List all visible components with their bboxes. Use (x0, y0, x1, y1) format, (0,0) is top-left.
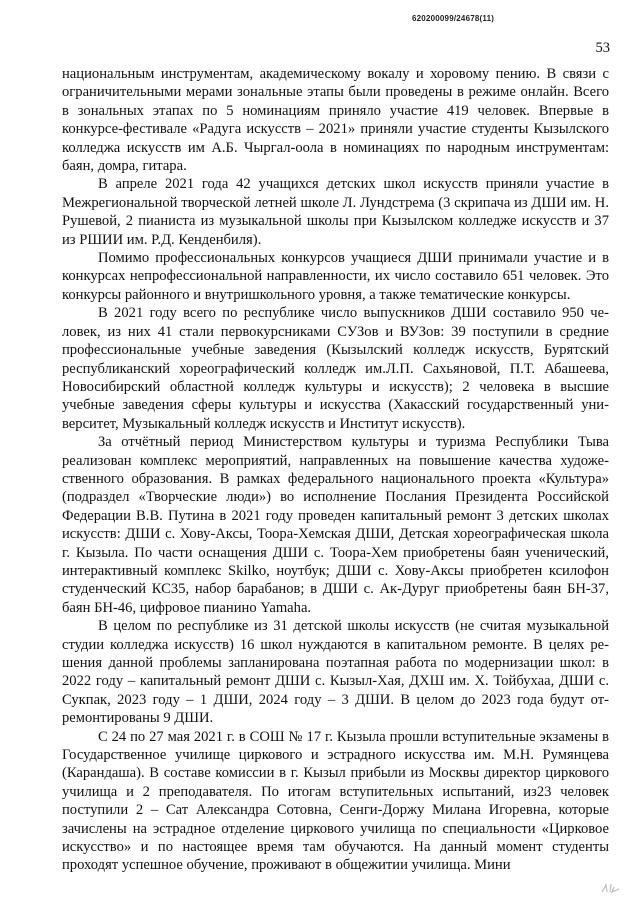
paragraph-graduates: В 2021 году всего по республике число выпускников ДШИ составило 950 человек, из них 41 стали первокурсниками СУЗов и ВУЗов: 39 поступили в средние профессиональные учебные заведения (Кызылский колледж искусств, Бурятский республиканский хореографический колледж им.Л.П. Сахьяновой, П.Т. Абашеева, Новосибирский областной колледж культуры и искусств); 2 человека в высшие учебные заведения сферы культуры и искусства (Хакасский государственный университет, Музыкальный колледж искусств и Институт искусств). (62, 305, 609, 432)
paragraph-lundstrem-school: В апреле 2021 года 42 учащихся детских школ искусств приняли участие в Межрегиональной творческой летней школе Л. Лундстрема (3 скрипача из ДШИ им. Н. Рушевой, 2 пианиста из музыкальной школы при Кызылском колледже искусств и 37 из РШИИ им. Р.Д. Кенденбиля). (62, 176, 609, 248)
handwritten-mark (600, 881, 622, 899)
document-id: 620200099/24678(11) (412, 14, 495, 23)
body-text (62, 65, 609, 875)
paragraph-circus-exams: С 24 по 27 мая 2021 г. в СОШ № 17 г. Кызыла прошли вступительные экзамены в Государственное училище циркового и эстрадного искусства им. М.Н. Румянцева (Карандаша). В составе комиссии в г. Кызыл прибыли из Москвы директор циркового училища и 2 преподавателя. По итогам вступительных испытаний, из23 человек поступили 2 – Сат Александра Сотовна, Сенги-Доржу Милана Игоревна, которые зачислены на эстрадное отделение циркового училища по специальности «Цирковое искусство» и по настоящее время там обучаются. На данный момент студенты проходят успешное обучение, проживают в общежитии училища. Мини (62, 728, 609, 874)
paragraph-school-repairs: В целом по республике из 31 детской школы искусств (не считая музыкальной студии колледжа искусств) 16 школ нуждаются в капитальном ремонте. В целях решения данной проблемы запланирована поэтапная работа по модернизации школ: в 2022 году – капитальный ремонт ДШИ с. Кызыл-Хая, ДХШ им. Х. Тойбухаа, ДШИ с. Сукпак, 2023 году – 1 ДШИ, 2024 году – 3 ДШИ. В целом до 2023 года будут отремонтированы 9 ДШИ. (62, 618, 609, 727)
paragraph-ministry-measures: За отчётный период Министерством культуры и туризма Республики Тыва реализован комплекс мероприятий, направленных на повышение качества художественного образования. В рамках федерального национального проекта «Культура» (подраздел «Творческие люди») во исполнение Послания Президента Российской Федерации В.В. Путина в 2021 году проведен капитальный ремонт 3 детских школах искусств: ДШИ с. Хову-Аксы, Тоора-Хемская ДШИ, Детская хореографическая школа г. Кызыла. По части оснащения ДШИ с. Тоора-Хем приобретены баян ученический, интерактивный комплекс Skilko, ноутбук; ДШИ с. Хову-Аксы приобретен ксилофон студенческий КС35, набор барабанов; в ДШИ с. Ак-Дуруг приобретены баян БН-37, баян БН-46, цифровое пианино Yamaha. (62, 434, 609, 616)
paragraph-continuation: национальным инструментам, академическому вокалу и хоровому пению. В связи с ограничительными мерами зональные этапы были проведены в режиме онлайн. Всего в зональных этапах по 5 номинациям приняло участие 419 человек. Впервые в конкурсе-фестивале «Радуга искусств – 2021» приняли участие студенты Кызылского колледжа искусств им А.Б. Чыргал-оола в номинациях по народным инструментам: баян, домра, гитара. (62, 66, 609, 175)
page-number: 53 (595, 40, 610, 56)
scribble-icon (600, 881, 622, 895)
paragraph-amateur-contests: Помимо профессиональных конкурсов учащиеся ДШИ принимали участие и в конкурсах непрофессиональной направленности, их число составило 651 человек. Это конкурсы районного и внутришкольного уровня, а также тематические конкурсы. (62, 250, 609, 303)
